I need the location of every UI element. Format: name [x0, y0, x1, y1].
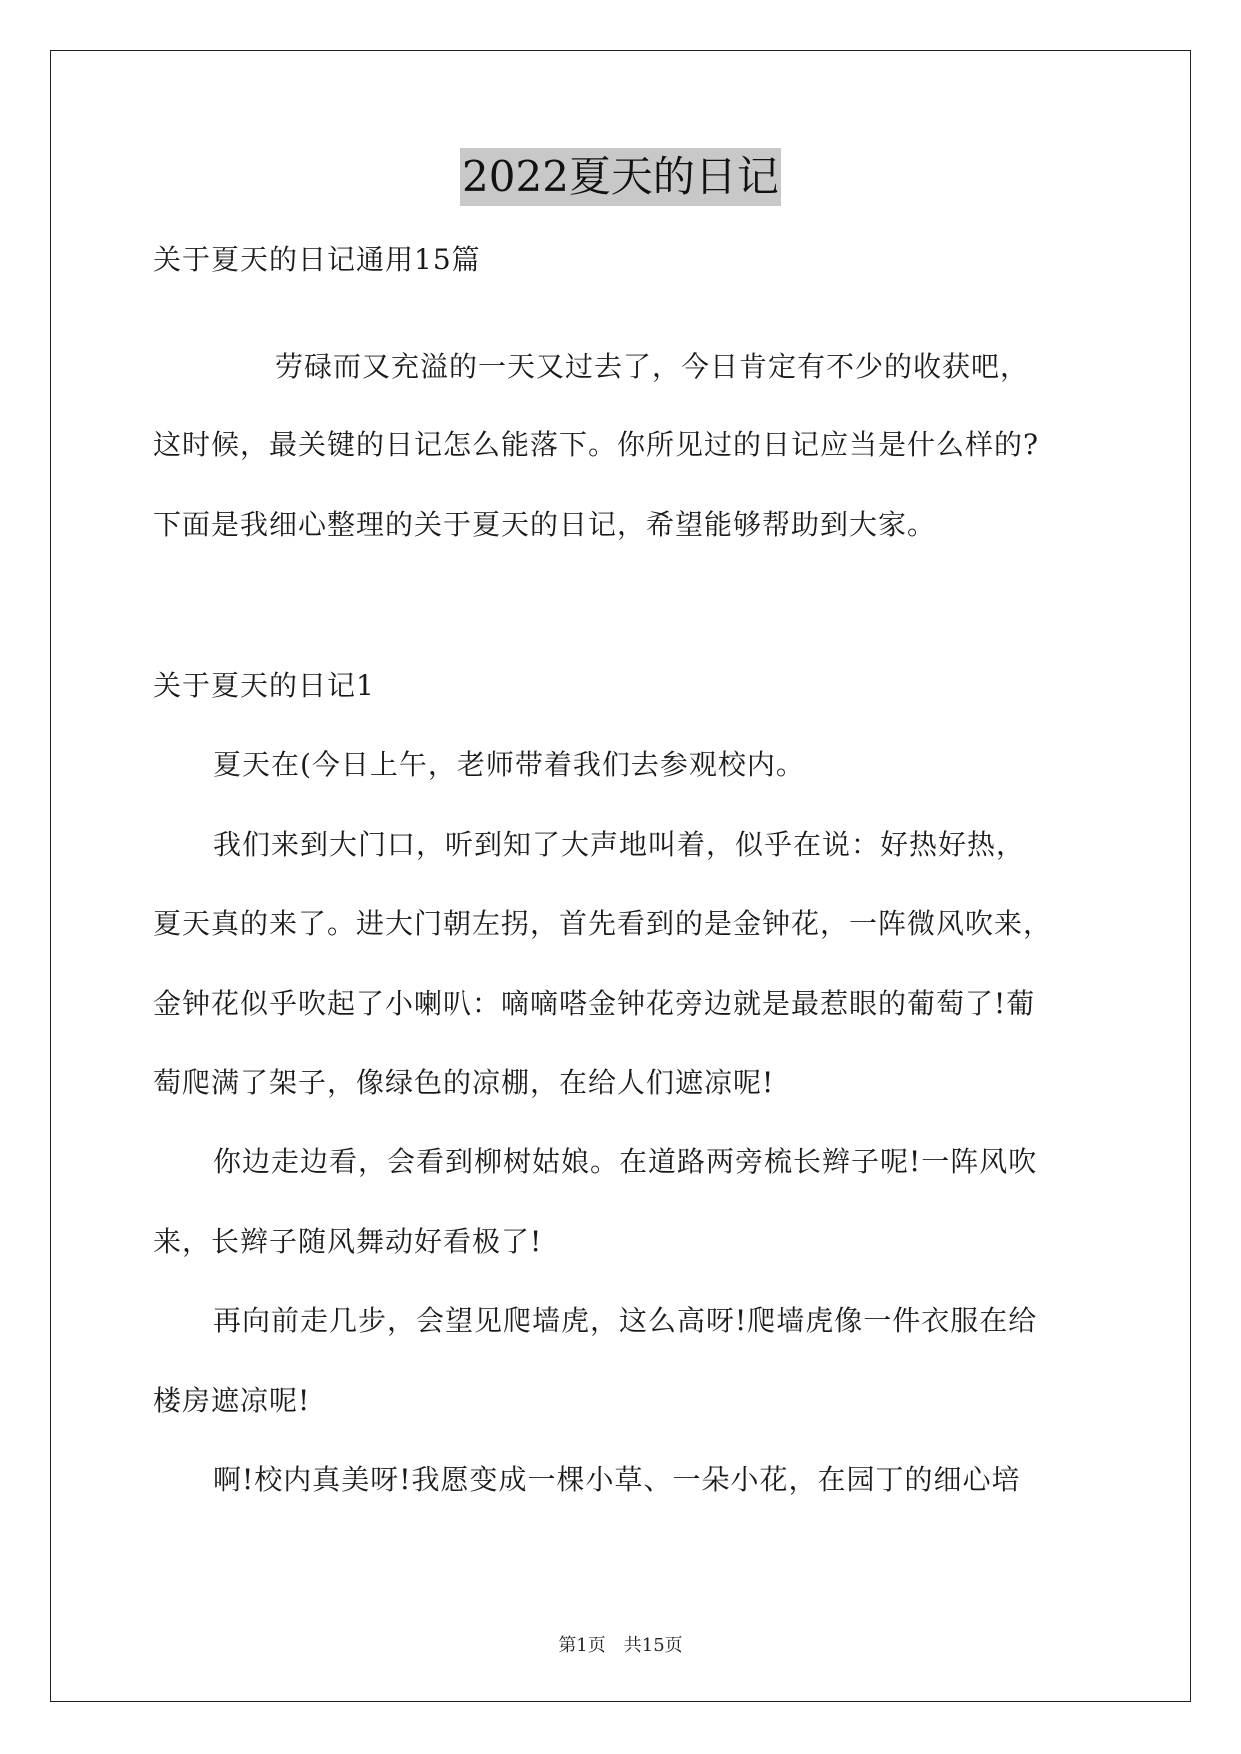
body-line-6: 你边走边看，会看到柳树姑娘。在道路两旁梳长辫子呢!一阵风吹 [213, 1145, 1038, 1178]
body-line-7: 来，长辫子随风舞动好看极了! [153, 1225, 543, 1258]
intro-line-1: 劳碌而又充溢的一天又过去了，今日肯定有不少的收获吧， [275, 350, 1030, 383]
body-line-9: 楼房遮凉呢! [153, 1384, 311, 1417]
body-line-2: 我们来到大门口，听到知了大声地叫着，似乎在说：好热好热， [213, 828, 1026, 861]
document-subtitle: 关于夏天的日记通用15篇 [153, 243, 481, 276]
body-line-5: 萄爬满了架子，像绿色的凉棚，在给人们遮凉呢! [153, 1066, 775, 1099]
page-number-footer: 第1页 共15页 [558, 1635, 683, 1656]
body-line-3: 夏天真的来了。进大门朝左拐，首先看到的是金钟花，一阵微风吹来， [153, 907, 1053, 940]
intro-line-2: 这时候，最关键的日记怎么能落下。你所见过的日记应当是什么样的? [153, 428, 1040, 461]
page-border [50, 50, 1191, 1702]
section-heading: 关于夏天的日记1 [153, 669, 375, 702]
title-container [0, 148, 1241, 206]
body-line-4: 金钟花似乎吹起了小喇叭：嘀嘀嗒金钟花旁边就是最惹眼的葡萄了!葡 [153, 987, 1036, 1020]
body-line-8: 再向前走几步，会望见爬墙虎，这么高呀!爬墙虎像一件衣服在给 [213, 1304, 1038, 1337]
body-line-10: 啊!校内真美呀!我愿变成一棵小草、一朵小花，在园丁的细心培 [213, 1463, 1021, 1496]
body-line-1: 夏天在(今日上午，老师带着我们去参观校内。 [213, 748, 805, 781]
document-title: 2022夏天的日记 [460, 148, 781, 206]
intro-line-3: 下面是我细心整理的关于夏天的日记，希望能够帮助到大家。 [153, 508, 937, 541]
